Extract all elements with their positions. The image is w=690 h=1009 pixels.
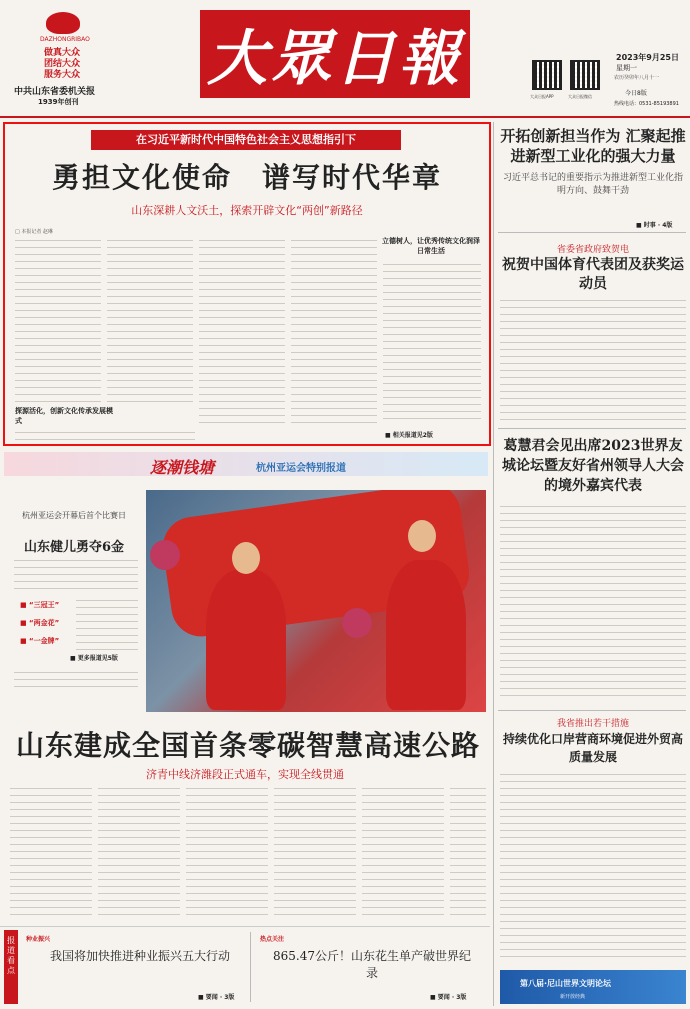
qr-code-icon[interactable] (532, 60, 562, 90)
bouquet-icon (342, 608, 372, 638)
teaser-title[interactable]: 865.47公斤！山东花生单产破世界纪录 (273, 949, 471, 980)
feature-headline[interactable]: 山东建成全国首条零碳智慧高速公路 (15, 729, 480, 762)
right-story-headline[interactable]: 葛慧君会见出席2023世界友城论坛暨友好省州领导人大会的境外嘉宾代表 (502, 438, 684, 494)
qr-label: 大众日报APP (530, 94, 554, 99)
teaser-label: 报道看点 (4, 930, 18, 1004)
logo-caption: DAZHONGRIBAO (40, 36, 90, 43)
lunar-date: 农历癸卯年八月十一 (614, 75, 660, 81)
newspaper-title (200, 10, 470, 98)
body-text-column (500, 298, 686, 420)
slogan: 服务大众 (44, 70, 81, 80)
body-text-column (14, 558, 138, 594)
lead-section-heading: 立德树人，让优秀传统文化润泽日常生活 (382, 236, 480, 255)
sports-brand: 逐潮钱塘 (150, 458, 215, 477)
ad-title: 第八届·尼山世界文明论坛 (520, 979, 612, 988)
body-text-column (10, 786, 92, 918)
divider (498, 710, 686, 711)
divider (250, 932, 251, 1002)
qr-code-icon[interactable] (570, 60, 600, 90)
body-text-column (186, 786, 268, 918)
slogan: 做真大众 (44, 48, 81, 58)
body-text-column (500, 772, 686, 962)
body-text-column (500, 504, 686, 702)
athlete-head (408, 520, 436, 552)
right-story-headline[interactable]: 开拓创新担当作为 汇聚起推进新型工业化的强大力量 (500, 127, 686, 165)
athlete-figure (206, 570, 286, 710)
body-text-column (291, 238, 377, 428)
slogan: 团结大众 (44, 59, 81, 69)
right-story-jump-link[interactable]: ■ 时事 · 4版 (636, 222, 673, 229)
right-story-headline[interactable]: 祝贺中国体育代表团及获奖运动员 (502, 257, 684, 292)
right-story-kicker: 我省推出若干措施 (556, 719, 629, 729)
sports-headline[interactable]: 山东健儿勇夺6金 (23, 540, 125, 555)
lead-banner: 在习近平新时代中国特色社会主义思想指引下 (91, 130, 401, 150)
organ-label: 中共山东省委机关报 (14, 87, 96, 97)
bouquet-icon (150, 540, 180, 570)
founded-label: 1939年创刊 (38, 98, 79, 106)
hotline: 热线电话：0531-85193891 (614, 101, 679, 107)
body-text-column (274, 786, 356, 918)
newspaper-title-text: 大眾日報 (207, 24, 463, 94)
lead-byline: □ 本报记者 赵琳 (15, 229, 53, 235)
sports-item: ■ “两金花” (20, 619, 60, 627)
sports-item: ■ “三冠王” (20, 601, 60, 609)
body-text-column (199, 238, 285, 428)
page-count: 今日8版 (625, 90, 647, 97)
lead-subheadline: 山东深耕人文沃土，探索开辟文化“两创”新路径 (131, 204, 363, 217)
teaser-tag: 种业振兴 (26, 936, 51, 943)
lead-section-heading: 探源活化，创新文化传承发展模式 (15, 406, 113, 425)
right-story-kicker: 省委省政府致贺电 (556, 245, 629, 255)
sports-banner (4, 452, 488, 476)
teaser-jump-link[interactable]: ■ 要闻 · 3版 (198, 994, 235, 1001)
body-text-column (15, 430, 195, 440)
divider (498, 232, 686, 233)
lead-article[interactable] (3, 122, 491, 446)
newspaper-logo-icon (46, 12, 80, 34)
athlete-head (232, 542, 260, 574)
body-text-column (76, 598, 138, 650)
right-story-headline[interactable]: 持续优化口岸营商环境促进外贸高质量发展 (502, 732, 683, 764)
body-text-column (107, 238, 193, 402)
qr-label: 大众日报微信 (568, 94, 592, 99)
weekday: 星期一 (616, 64, 637, 72)
body-text-column (362, 786, 444, 918)
feature-subheadline: 济青中线济潍段正式通车，实现全线贯通 (146, 768, 344, 781)
athletes-photo[interactable] (146, 490, 486, 712)
sports-section-title: 杭州亚运会特别报道 (256, 463, 346, 474)
body-text-column (15, 238, 101, 402)
right-story-subheadline: 习近平总书记的重要指示为推进新型工业化指明方向、鼓舞干劲 (502, 173, 683, 196)
teaser-title[interactable]: 我国将加快推进种业振兴五大行动 (49, 949, 230, 963)
body-text-column (98, 786, 180, 918)
athlete-figure (386, 560, 466, 710)
issue-date: 2023年9月25日 (616, 53, 679, 62)
body-text-column (450, 786, 486, 918)
teaser-tag: 热点关注 (260, 936, 285, 943)
body-text-column (383, 262, 481, 424)
sports-item: ■ “一金牌” (20, 637, 60, 645)
divider (498, 428, 686, 429)
lead-jump-link[interactable]: ■ 相关报道见2版 (385, 432, 433, 439)
column-divider (493, 122, 494, 1006)
sports-jump-link[interactable]: ■ 更多报道见5版 (70, 655, 118, 662)
teaser-jump-link[interactable]: ■ 要闻 · 3版 (430, 994, 467, 1001)
lead-headline[interactable]: 勇担文化使命 谱写时代华章 (51, 161, 442, 194)
ad-subtitle: 新开放经典 (560, 994, 586, 1000)
slogans (44, 48, 80, 81)
photo-caption-text (14, 670, 138, 690)
sports-kicker: 杭州亚运会开幕后首个比赛日 (22, 511, 126, 520)
